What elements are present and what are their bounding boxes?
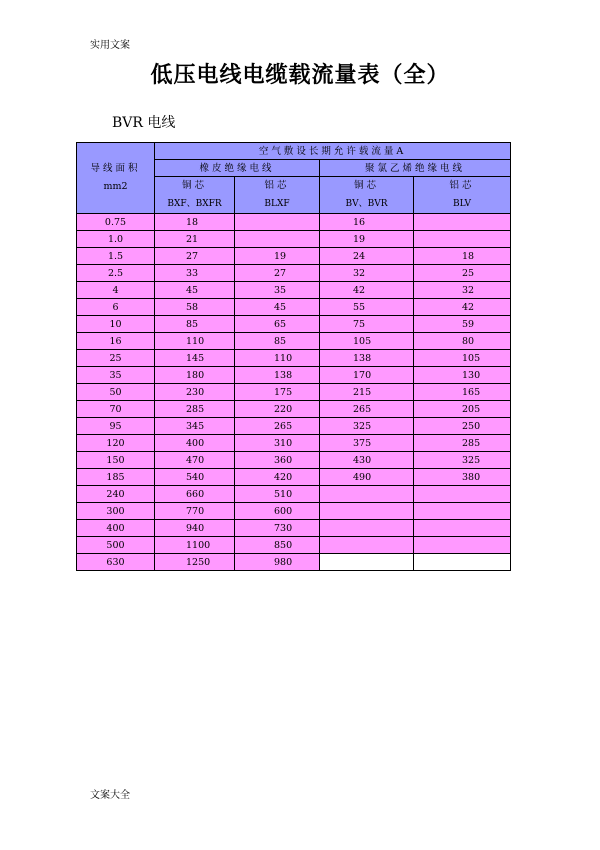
current-cell-c2: 175 xyxy=(235,384,320,401)
current-cell-c2: 85 xyxy=(235,333,320,350)
current-cell-c3: 375 xyxy=(320,435,414,452)
current-cell-c4 xyxy=(414,486,511,503)
current-cell-c2: 265 xyxy=(235,418,320,435)
current-cell-c1: 230 xyxy=(155,384,235,401)
current-cell-c3 xyxy=(320,537,414,554)
table-row xyxy=(77,554,511,571)
model-label-1: BXF、BXFR xyxy=(167,199,222,209)
table-row xyxy=(77,469,511,486)
current-cell-c2 xyxy=(235,214,320,231)
current-cell-c4 xyxy=(414,214,511,231)
current-cell-c2: 138 xyxy=(235,367,320,384)
table-row xyxy=(77,435,511,452)
current-cell-c3: 325 xyxy=(320,418,414,435)
current-cell-c4: 18 xyxy=(414,248,511,265)
copper-core-header-2 xyxy=(320,177,414,214)
area-cell: 95 xyxy=(77,418,155,435)
copper-core-label-2: 铜芯 xyxy=(353,180,379,191)
area-cell: 630 xyxy=(77,554,155,571)
table-row xyxy=(77,265,511,282)
current-cell-c2: 360 xyxy=(235,452,320,469)
table-row xyxy=(77,350,511,367)
current-cell-c3 xyxy=(320,520,414,537)
current-cell-c4 xyxy=(414,537,511,554)
current-cell-c1: 180 xyxy=(155,367,235,384)
current-cell-c2: 310 xyxy=(235,435,320,452)
page-title: 低压电线电缆载流量表（全） xyxy=(150,63,450,88)
current-cell-c2: 600 xyxy=(235,503,320,520)
current-cell-c3: 75 xyxy=(320,316,414,333)
model-label-2: BLXF xyxy=(264,199,290,209)
current-cell-c3: 265 xyxy=(320,401,414,418)
current-cell-c2: 220 xyxy=(235,401,320,418)
model-label-3: BV、BVR xyxy=(345,199,388,209)
current-cell-c4: 285 xyxy=(414,435,511,452)
current-cell-c2: 510 xyxy=(235,486,320,503)
current-cell-c1: 470 xyxy=(155,452,235,469)
air-current-header: 空气敷设长期允许载流量A xyxy=(155,143,511,160)
current-cell-c4 xyxy=(414,231,511,248)
current-cell-c1: 940 xyxy=(155,520,235,537)
section-subtitle: BVR 电线 xyxy=(112,115,176,131)
table-row xyxy=(77,231,511,248)
area-cell: 6 xyxy=(77,299,155,316)
current-cell-c2: 730 xyxy=(235,520,320,537)
current-cell-c4: 80 xyxy=(414,333,511,350)
current-cell-c4: 42 xyxy=(414,299,511,316)
header-note: 实用文案 xyxy=(90,40,130,51)
area-cell: 35 xyxy=(77,367,155,384)
current-cell-c4 xyxy=(414,503,511,520)
current-cell-c1: 345 xyxy=(155,418,235,435)
current-cell-c4: 25 xyxy=(414,265,511,282)
area-cell: 240 xyxy=(77,486,155,503)
current-cell-c3: 490 xyxy=(320,469,414,486)
copper-core-header-1 xyxy=(155,177,235,214)
current-cell-c2 xyxy=(235,231,320,248)
area-cell: 50 xyxy=(77,384,155,401)
current-cell-c2: 19 xyxy=(235,248,320,265)
table-row xyxy=(77,384,511,401)
current-cell-c1: 18 xyxy=(155,214,235,231)
current-cell-c2: 45 xyxy=(235,299,320,316)
table-row xyxy=(77,316,511,333)
current-cell-c1: 85 xyxy=(155,316,235,333)
area-cell: 70 xyxy=(77,401,155,418)
current-cell-c4: 380 xyxy=(414,469,511,486)
current-cell-c4: 130 xyxy=(414,367,511,384)
current-cell-c1: 21 xyxy=(155,231,235,248)
area-cell: 150 xyxy=(77,452,155,469)
area-cell: 400 xyxy=(77,520,155,537)
table-row xyxy=(77,418,511,435)
current-cell-c3 xyxy=(320,486,414,503)
current-cell-c3: 170 xyxy=(320,367,414,384)
area-unit: mm2 xyxy=(103,181,128,192)
aluminum-core-header-2 xyxy=(414,177,511,214)
current-cell-c4: 165 xyxy=(414,384,511,401)
current-cell-c1: 660 xyxy=(155,486,235,503)
rubber-insulated-header: 橡皮绝缘电线 xyxy=(155,160,320,177)
current-cell-c3: 32 xyxy=(320,265,414,282)
current-cell-c3: 215 xyxy=(320,384,414,401)
area-cell: 2.5 xyxy=(77,265,155,282)
current-cell-c4: 32 xyxy=(414,282,511,299)
current-cell-c3 xyxy=(320,554,414,571)
current-cell-c1: 285 xyxy=(155,401,235,418)
table-row xyxy=(77,520,511,537)
area-cell: 4 xyxy=(77,282,155,299)
current-cell-c3: 19 xyxy=(320,231,414,248)
area-cell: 25 xyxy=(77,350,155,367)
area-cell: 16 xyxy=(77,333,155,350)
current-cell-c2: 65 xyxy=(235,316,320,333)
aluminum-core-header-1 xyxy=(235,177,320,214)
table-row xyxy=(77,401,511,418)
area-cell: 500 xyxy=(77,537,155,554)
current-cell-c4 xyxy=(414,554,511,571)
table-row xyxy=(77,537,511,554)
area-cell: 10 xyxy=(77,316,155,333)
current-cell-c2: 850 xyxy=(235,537,320,554)
footer-note: 文案大全 xyxy=(90,790,130,801)
table-row xyxy=(77,486,511,503)
area-header xyxy=(77,143,155,214)
aluminum-core-label-2: 铝芯 xyxy=(449,180,475,191)
pvc-insulated-header: 聚氯乙烯绝缘电线 xyxy=(320,160,511,177)
aluminum-core-label-1: 铝芯 xyxy=(264,180,290,191)
area-cell: 300 xyxy=(77,503,155,520)
area-cell: 1.5 xyxy=(77,248,155,265)
table-row xyxy=(77,282,511,299)
table-row xyxy=(77,248,511,265)
current-cell-c1: 33 xyxy=(155,265,235,282)
area-label: 导线面积 xyxy=(90,163,141,174)
current-cell-c3: 55 xyxy=(320,299,414,316)
current-cell-c4: 105 xyxy=(414,350,511,367)
current-cell-c4 xyxy=(414,520,511,537)
area-cell: 120 xyxy=(77,435,155,452)
current-cell-c1: 45 xyxy=(155,282,235,299)
current-cell-c4: 325 xyxy=(414,452,511,469)
current-cell-c3: 24 xyxy=(320,248,414,265)
current-cell-c1: 110 xyxy=(155,333,235,350)
current-cell-c2: 35 xyxy=(235,282,320,299)
current-cell-c4: 250 xyxy=(414,418,511,435)
current-cell-c3: 138 xyxy=(320,350,414,367)
current-cell-c3 xyxy=(320,503,414,520)
current-cell-c1: 1100 xyxy=(155,537,235,554)
ampacity-table xyxy=(76,142,511,571)
current-cell-c2: 420 xyxy=(235,469,320,486)
current-cell-c1: 58 xyxy=(155,299,235,316)
current-cell-c1: 770 xyxy=(155,503,235,520)
model-label-4: BLV xyxy=(452,199,472,209)
current-cell-c3: 430 xyxy=(320,452,414,469)
current-cell-c1: 1250 xyxy=(155,554,235,571)
current-cell-c3: 16 xyxy=(320,214,414,231)
table-row xyxy=(77,214,511,231)
current-cell-c1: 540 xyxy=(155,469,235,486)
current-cell-c2: 27 xyxy=(235,265,320,282)
area-cell: 1.0 xyxy=(77,231,155,248)
current-cell-c2: 110 xyxy=(235,350,320,367)
table-row xyxy=(77,299,511,316)
current-cell-c4: 205 xyxy=(414,401,511,418)
area-cell: 185 xyxy=(77,469,155,486)
current-cell-c3: 105 xyxy=(320,333,414,350)
table-row xyxy=(77,452,511,469)
area-cell: 0.75 xyxy=(77,214,155,231)
current-cell-c4: 59 xyxy=(414,316,511,333)
copper-core-label-1: 铜芯 xyxy=(181,180,207,191)
table-row xyxy=(77,333,511,350)
current-cell-c2: 980 xyxy=(235,554,320,571)
current-cell-c1: 145 xyxy=(155,350,235,367)
current-cell-c1: 27 xyxy=(155,248,235,265)
current-cell-c1: 400 xyxy=(155,435,235,452)
table-row xyxy=(77,367,511,384)
current-cell-c3: 42 xyxy=(320,282,414,299)
table-row xyxy=(77,503,511,520)
